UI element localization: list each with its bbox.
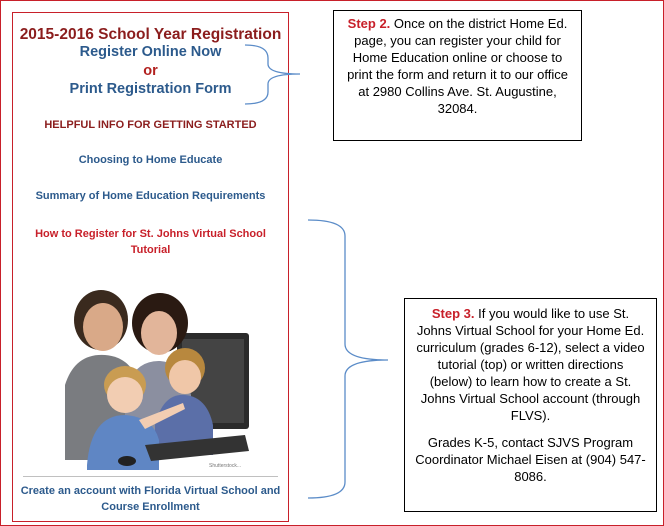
or-text: or — [143, 63, 158, 79]
step3-label: Step 3. — [431, 306, 475, 321]
sjvs-tutorial-link[interactable]: How to Register for St. Johns Virtual School Tutorial — [35, 228, 266, 256]
create-flvs-account-link[interactable]: Create an account with Florida Virtual School and Course Enrollment — [20, 485, 281, 513]
photo-watermark: Shutterstock... — [209, 463, 241, 469]
home-education-requirements-link[interactable]: Summary of Home Education Requirements — [35, 190, 266, 202]
step2-label: Step 2. — [347, 16, 391, 31]
step2-text: Once on the district Home Ed. page, you can register your child for Home Education online or choose to print the form and return it to our office at 2980 Collins Ave. St. Augustine, 32084. — [347, 16, 568, 116]
panel-title: 2015-2016 School Year Registration — [19, 26, 282, 43]
register-online-link[interactable]: Register Online Now — [79, 44, 222, 60]
step2-box — [333, 10, 582, 141]
helpful-info-heading: HELPFUL INFO FOR GETTING STARTED — [44, 119, 257, 131]
brace-step3 — [308, 220, 388, 498]
print-registration-form-link[interactable]: Print Registration Form — [69, 81, 232, 97]
step3-box — [404, 298, 657, 512]
step3-text: If you would like to use St. Johns Virtual School for your Home Ed. curriculum (grades 6-12), select a video tutorial (top) or written directions (below) to learn how to create a St. Johns Virtual School account (through FLVS). — [416, 306, 645, 423]
step3-grades-note: Grades K-5, contact SJVS Program Coordinator Michael Eisen at (904) 547-8086. — [415, 435, 646, 484]
choosing-to-home-educate-link[interactable]: Choosing to Home Educate — [78, 154, 223, 166]
brace-step2 — [245, 45, 300, 104]
